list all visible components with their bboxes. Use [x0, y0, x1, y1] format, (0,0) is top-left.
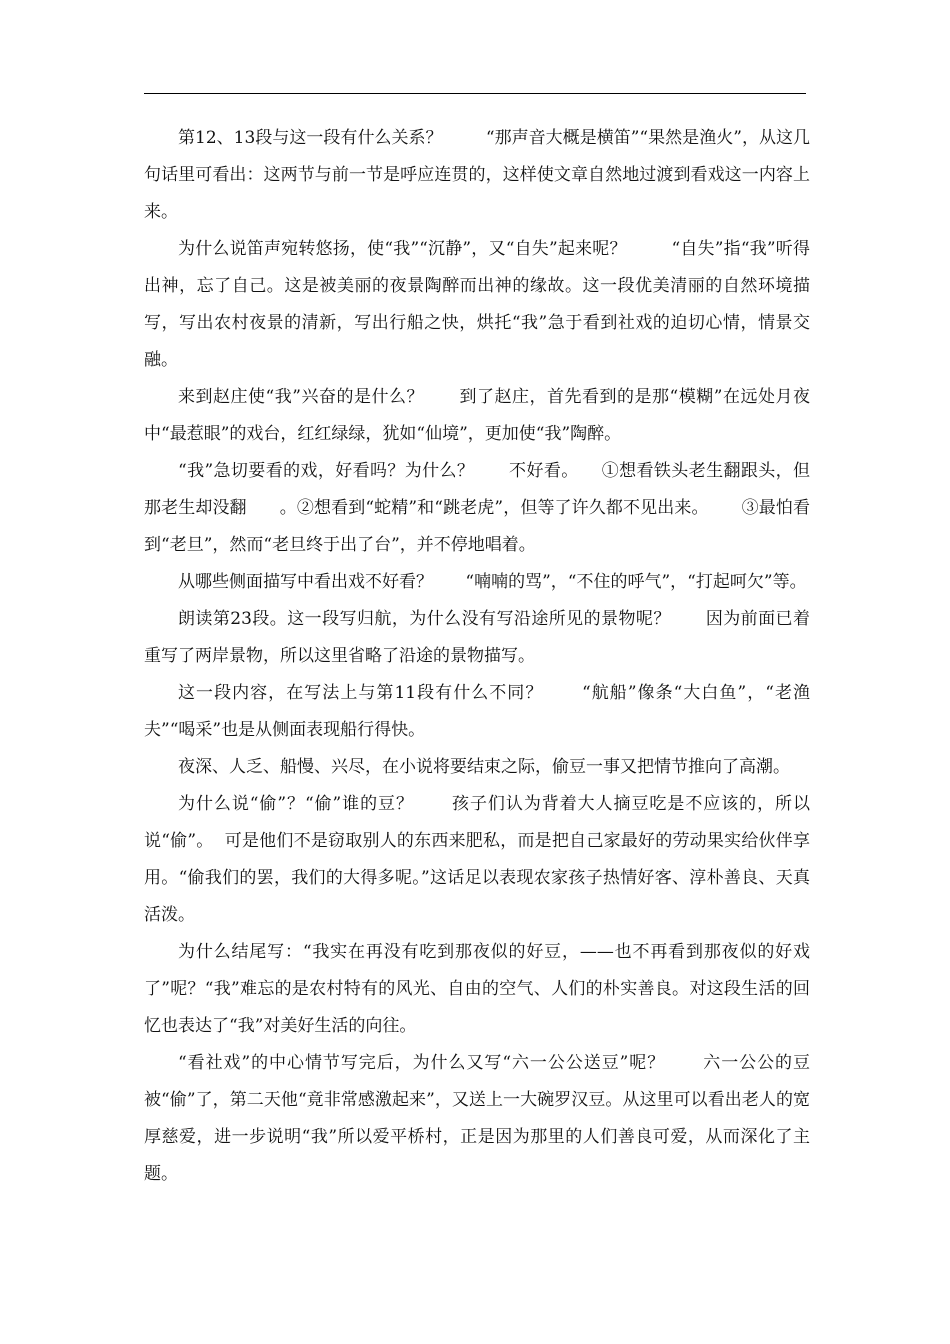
paragraph-8: 夜深、人乏、船慢、兴尽，在小说将要结束之际，偷豆一事又把情节推向了高潮。 [178, 757, 790, 777]
paragraph-9: 为什么说“偷”？“偷”谁的豆？ 孩子们认为背着大人摘豆吃是不应该的，所以说“偷”。 可是他们不是窃取别人的东西来肥私，而是把自己家最好的劳动果实给伙伴享用。“偷我们的罢，我们的大得多呢。”这话足以表现农家孩子热情好客、淳朴善良、天真活泼。 [144, 794, 810, 925]
paragraph-7: 这一段内容，在写法上与第11段有什么不同？ “航船”像条“大白鱼”，“老渔夫”“喝采”也是从侧面表现船行得快。 [144, 683, 810, 740]
paragraph-11: “看社戏”的中心情节写完后，为什么又写“六一公公送豆”呢？ 六一公公的豆被“偷”了，第二天他“竟非常感激起来”，又送上一大碗罗汉豆。从这里可以看出老人的宽厚慈爱，进一步说明“我”所以爱平桥村，正是因为那里的人们善良可爱，从而深化了主题。 [144, 1053, 810, 1184]
paragraph-2: 为什么说笛声宛转悠扬，使“我”“沉静”，又“自失”起来呢？ “自失”指“我”听得出神，忘了自己。这是被美丽的夜景陶醉而出神的缘故。这一段优美清丽的自然环境描写，写出农村夜景的清新，写出行船之快，烘托“我”急于看到社戏的迫切心情，情景交融。 [144, 239, 810, 370]
paragraph-1: 第12、13段与这一段有什么关系？ “那声音大概是横笛”“果然是渔火”，从这几句话里可看出：这两节与前一节是呼应连贯的，这样使文章自然地过渡到看戏这一内容上来。 [144, 128, 810, 222]
document-body [144, 120, 810, 1193]
paragraph-6: 朗读第23段。这一段写归航，为什么没有写沿途所见的景物呢？ 因为前面已着重写了两岸景物，所以这里省略了沿途的景物描写。 [144, 609, 810, 666]
paragraph-10: 为什么结尾写：“我实在再没有吃到那夜似的好豆，——也不再看到那夜似的好戏了”呢？“我”难忘的是农村特有的风光、自由的空气、人们的朴实善良。对这段生活的回忆也表达了“我”对美好生活的向往。 [144, 942, 810, 1036]
paragraph-3: 来到赵庄使“我”兴奋的是什么？ 到了赵庄，首先看到的是那“模糊”在远处月夜中“最惹眼”的戏台，红红绿绿，犹如“仙境”，更加使“我”陶醉。 [144, 387, 810, 444]
paragraph-5: 从哪些侧面描写中看出戏不好看？ “喃喃的骂”，“不住的呼气”，“打起呵欠”等。 [178, 572, 807, 592]
header-rule [144, 93, 806, 94]
paragraph-4: “我”急切要看的戏，好看吗？为什么？ 不好看。 ①想看铁头老生翻跟头，但那老生却没翻 。②想看到“蛇精”和“跳老虎”，但等了许久都不见出来。 ③最怕看到“老旦”，然而“老旦终于出了台”，并不停地唱着。 [144, 461, 810, 555]
